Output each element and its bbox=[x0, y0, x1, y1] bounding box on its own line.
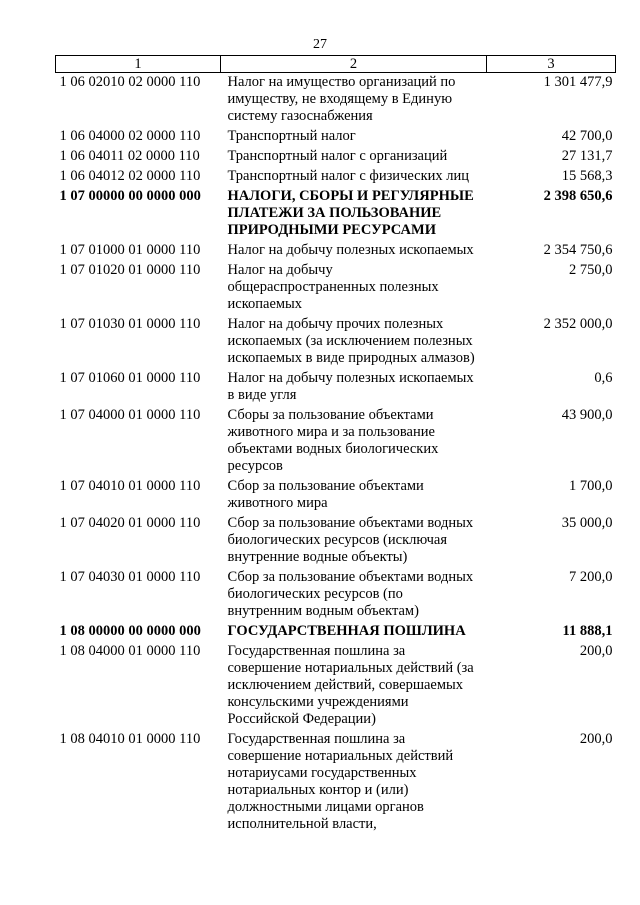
table-row bbox=[56, 623, 616, 643]
amount-cell: 2 398 650,6 bbox=[543, 188, 613, 204]
table-row bbox=[56, 128, 616, 148]
revenue-name-cell: Транспортный налог с физических лиц bbox=[227, 168, 470, 184]
revenue-name-cell: Налог на добычу общераспространенных полезных ископаемых bbox=[227, 262, 439, 312]
budget-code-cell: 1 07 01030 01 0000 110 bbox=[59, 316, 201, 332]
budget-revenue-table bbox=[55, 55, 616, 836]
amount-cell: 43 900,0 bbox=[561, 407, 613, 423]
table-row bbox=[56, 316, 616, 370]
amount-cell: 0,6 bbox=[594, 370, 613, 386]
column-header-code: 1 bbox=[56, 56, 221, 73]
page-number: 27 bbox=[313, 37, 327, 52]
budget-code-cell: 1 08 04000 01 0000 110 bbox=[59, 643, 201, 659]
table-row bbox=[56, 148, 616, 168]
amount-cell: 15 568,3 bbox=[561, 168, 613, 184]
column-header-amount: 3 bbox=[487, 56, 616, 73]
budget-code-cell: 1 07 04000 01 0000 110 bbox=[59, 407, 201, 423]
budget-code-cell: 1 07 01020 01 0000 110 bbox=[59, 262, 201, 278]
revenue-name-cell: Сборы за пользование объектами животного мира и за пользование объектами водных биологических ресурсов bbox=[227, 407, 439, 474]
budget-code-cell: 1 07 04020 01 0000 110 bbox=[59, 515, 201, 531]
amount-cell: 35 000,0 bbox=[561, 515, 613, 531]
budget-code-cell: 1 07 01000 01 0000 110 bbox=[59, 242, 201, 258]
amount-cell: 1 700,0 bbox=[569, 478, 613, 494]
amount-cell: 11 888,1 bbox=[562, 623, 613, 639]
budget-code-cell: 1 07 04030 01 0000 110 bbox=[59, 569, 201, 585]
table-row bbox=[56, 515, 616, 569]
budget-code-cell: 1 07 00000 00 0000 000 bbox=[59, 188, 201, 204]
revenue-name-cell: Налог на добычу полезных ископаемых в виде угля bbox=[227, 370, 474, 403]
table-row bbox=[56, 168, 616, 188]
revenue-name-cell: Сбор за пользование объектами водных биологических ресурсов (по внутренним водным объектам) bbox=[227, 569, 474, 619]
table-row bbox=[56, 643, 616, 731]
revenue-name-cell: Сбор за пользование объектами животного мира bbox=[227, 478, 424, 511]
budget-code-cell: 1 06 02010 02 0000 110 bbox=[59, 74, 201, 90]
amount-cell: 27 131,7 bbox=[561, 148, 613, 164]
amount-cell: 2 354 750,6 bbox=[543, 242, 613, 258]
revenue-name-cell: Налог на добычу полезных ископаемых bbox=[227, 242, 474, 258]
revenue-name-cell: ГОСУДАРСТВЕННАЯ ПОШЛИНА bbox=[227, 623, 466, 639]
revenue-name-cell: Государственная пошлина за совершение нотариальных действий нотариусами государственных нотариальных контор и (или) должностными лицами органов исполнительной власти, bbox=[227, 731, 454, 832]
revenue-name-cell: Транспортный налог с организаций bbox=[227, 148, 448, 164]
amount-cell: 200,0 bbox=[579, 643, 613, 659]
budget-code-cell: 1 07 04010 01 0000 110 bbox=[59, 478, 201, 494]
table-row bbox=[56, 407, 616, 478]
amount-cell: 2 750,0 bbox=[569, 262, 613, 278]
budget-code-cell: 1 08 04010 01 0000 110 bbox=[59, 731, 201, 747]
table-row bbox=[56, 262, 616, 316]
revenue-name-cell: Налог на имущество организаций по имуществу, не входящему в Единую систему газоснабжения bbox=[227, 74, 456, 124]
amount-cell: 7 200,0 bbox=[569, 569, 613, 585]
budget-code-cell: 1 06 04011 02 0000 110 bbox=[59, 148, 200, 164]
revenue-name-cell: Сбор за пользование объектами водных биологических ресурсов (исключая внутренние водные объекты) bbox=[227, 515, 474, 565]
revenue-name-cell: Транспортный налог bbox=[227, 128, 356, 144]
revenue-name-cell: Государственная пошлина за совершение нотариальных действий (за исключением действий, совершаемых консульскими учреждениями Российской Федерации) bbox=[227, 643, 474, 727]
table-row bbox=[56, 242, 616, 262]
amount-cell: 1 301 477,9 bbox=[543, 74, 613, 90]
table-row bbox=[56, 478, 616, 515]
budget-code-cell: 1 08 00000 00 0000 000 bbox=[59, 623, 201, 639]
table-row bbox=[56, 370, 616, 407]
budget-code-cell: 1 07 01060 01 0000 110 bbox=[59, 370, 201, 386]
table-header-row bbox=[56, 56, 616, 73]
revenue-name-cell: НАЛОГИ, СБОРЫ И РЕГУЛЯРНЫЕ ПЛАТЕЖИ ЗА ПОЛЬЗОВАНИЕ ПРИРОДНЫМИ РЕСУРСАМИ bbox=[227, 188, 474, 238]
table-row bbox=[56, 569, 616, 623]
table-row bbox=[56, 188, 616, 242]
budget-code-cell: 1 06 04012 02 0000 110 bbox=[59, 168, 201, 184]
amount-cell: 2 352 000,0 bbox=[543, 316, 613, 332]
table-body bbox=[56, 73, 616, 837]
budget-code-cell: 1 06 04000 02 0000 110 bbox=[59, 128, 201, 144]
revenue-name-cell: Налог на добычу прочих полезных ископаемых (за исключением полезных ископаемых в виде природных алмазов) bbox=[227, 316, 475, 366]
table-row bbox=[56, 73, 616, 129]
amount-cell: 42 700,0 bbox=[561, 128, 613, 144]
table-row bbox=[56, 731, 616, 836]
amount-cell: 200,0 bbox=[579, 731, 613, 747]
column-header-name: 2 bbox=[221, 56, 487, 73]
